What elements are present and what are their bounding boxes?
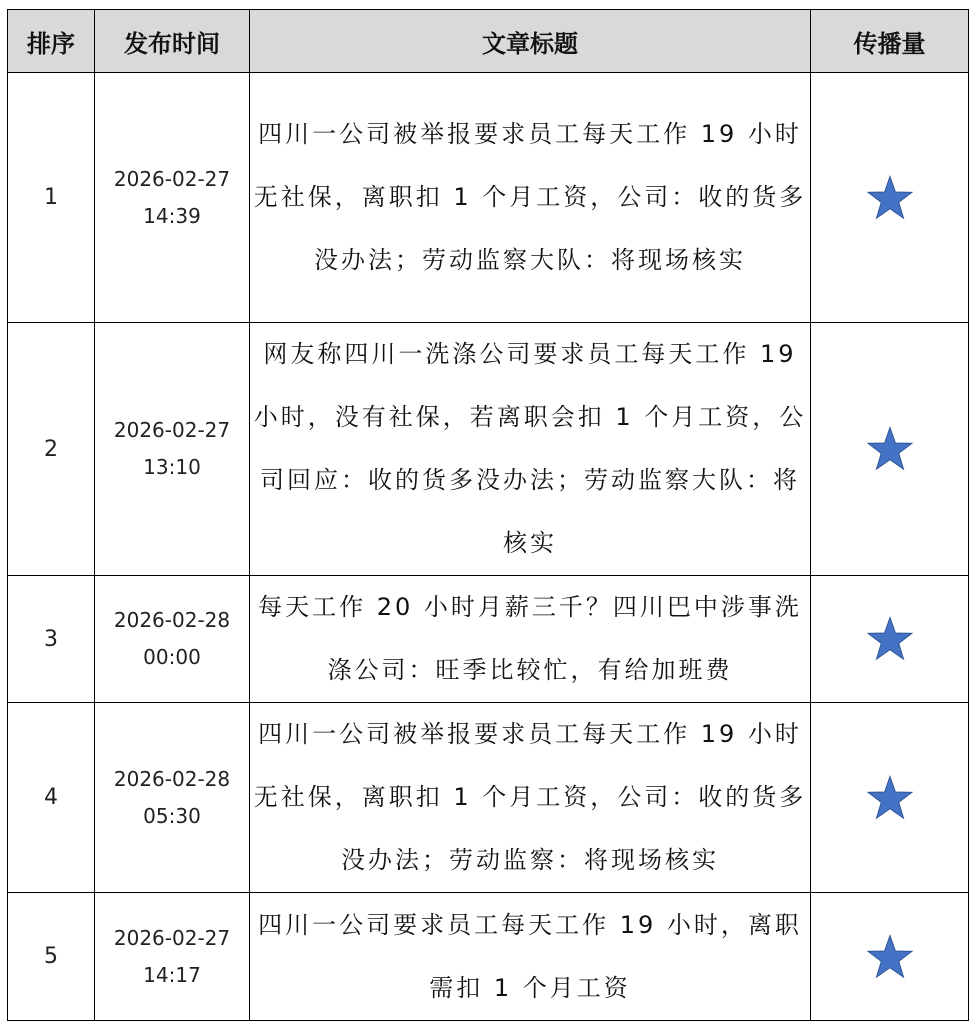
time-cell (95, 323, 250, 576)
time-cell (95, 73, 250, 323)
reach-stars (866, 187, 914, 206)
header-reach: 传播量 (811, 10, 969, 73)
publish-clock: 05:30 (143, 803, 201, 828)
star-icon (866, 175, 914, 221)
title-cell: 四川一公司被举报要求员工每天工作 19 小时无社保，离职扣 1 个月工资，公司：收的货多没办法；劳动监察：将现场核实 (250, 703, 811, 893)
rank-cell: 1 (8, 73, 95, 323)
header-time: 发布时间 (95, 10, 250, 73)
title-cell: 四川一公司被举报要求员工每天工作 19 小时无社保，离职扣 1 个月工资，公司：收的货多没办法；劳动监察大队：将现场核实 (250, 73, 811, 323)
title-cell: 网友称四川一洗涤公司要求员工每天工作 19 小时，没有社保，若离职会扣 1 个月工资，公司回应：收的货多没办法；劳动监察大队：将核实 (250, 323, 811, 576)
publish-date: 2026-02-28 (113, 608, 231, 632)
header-title: 文章标题 (250, 10, 811, 73)
time-cell (95, 576, 250, 703)
rank-cell: 5 (8, 893, 95, 1021)
reach-cell (811, 703, 969, 893)
star-shape (868, 428, 912, 470)
header-row (8, 10, 969, 73)
title-cell: 每天工作 20 小时月薪三千？四川巴中涉事洗涤公司：旺季比较忙，有给加班费 (250, 576, 811, 703)
star-icon (866, 426, 914, 472)
time-cell (95, 703, 250, 893)
publish-clock: 13:10 (143, 455, 201, 479)
star-icon (866, 775, 914, 821)
table-row (8, 576, 969, 703)
title-cell: 四川一公司要求员工每天工作 19 小时，离职需扣 1 个月工资 (250, 893, 811, 1021)
time-cell (95, 893, 250, 1021)
reach-cell (811, 323, 969, 576)
header-rank: 排序 (8, 10, 95, 73)
table-row (8, 323, 969, 576)
table-row (8, 703, 969, 893)
publish-clock: 14:39 (143, 203, 201, 228)
publish-date: 2026-02-27 (113, 418, 231, 442)
table-body (8, 73, 969, 1021)
star-shape (868, 776, 912, 818)
star-icon (866, 934, 914, 980)
rank-cell: 2 (8, 323, 95, 576)
rank-cell: 3 (8, 576, 95, 703)
table-row (8, 893, 969, 1021)
publish-clock: 14:17 (143, 962, 201, 987)
reach-stars (866, 787, 914, 806)
reach-cell (811, 73, 969, 323)
reach-stars (866, 946, 914, 965)
publish-date: 2026-02-27 (113, 925, 231, 950)
star-shape (868, 618, 912, 660)
article-ranking-table (7, 9, 969, 1021)
publish-date: 2026-02-27 (113, 166, 231, 191)
reach-cell (811, 893, 969, 1021)
publish-date: 2026-02-28 (113, 766, 231, 791)
star-shape (868, 176, 912, 218)
star-icon (866, 616, 914, 662)
publish-clock: 00:00 (143, 645, 201, 669)
table-row (8, 73, 969, 323)
table-header (8, 10, 969, 73)
reach-cell (811, 576, 969, 703)
star-shape (868, 935, 912, 977)
rank-cell: 4 (8, 703, 95, 893)
reach-stars (866, 629, 914, 648)
reach-stars (866, 439, 914, 458)
